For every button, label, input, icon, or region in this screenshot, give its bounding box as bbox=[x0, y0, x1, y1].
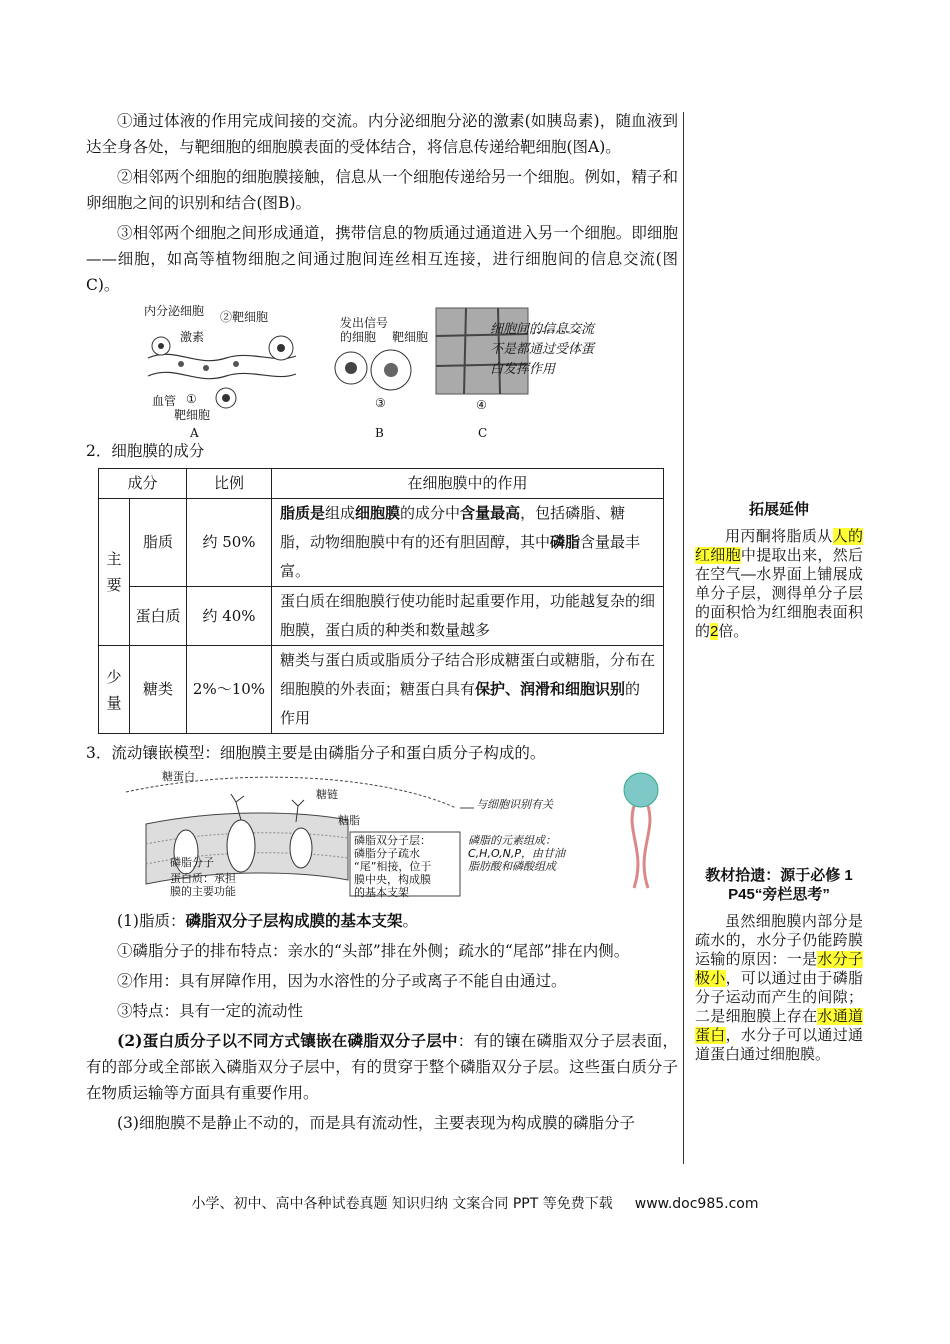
sidebar-box-textbook bbox=[695, 866, 863, 1064]
label-protein: 蛋白质：承担 bbox=[170, 872, 236, 885]
point-2: (2)蛋白质分子以不同方式镶嵌在磷脂双分子层中：有的镶在磷脂双分子层表面，有的部分或全部嵌入磷脂双分子层中，有的贯穿于整个磷脂双分子层。这些蛋白质分子在物质运输等方面具有重要作用。 bbox=[86, 1031, 678, 1102]
sidebar-box-extension bbox=[695, 500, 863, 641]
caption-a: A bbox=[190, 426, 199, 440]
label-b-target: 靶细胞 bbox=[392, 330, 429, 344]
component-name: 糖类 bbox=[130, 646, 187, 734]
fluid-mosaic-figure bbox=[86, 772, 678, 902]
point-1b: ②作用：具有屏障作用，因为水溶性的分子或离子不能自由通过。 bbox=[117, 972, 567, 990]
table-row bbox=[99, 587, 664, 646]
sidebar-text: 用丙酮将脂质从人的红细胞中提取出来，然后在空气—水界面上铺展成单分子层，测得单分子层的面积恰为红细胞表面积的2倍。 bbox=[695, 528, 863, 640]
point-3: (3)细胞膜不是静止不动的，而是具有流动性，主要表现为构成膜的磷脂分子 bbox=[117, 1114, 635, 1132]
component-role: 脂质是组成细胞膜的成分中含量最高，包括磷脂、糖脂，动物细胞膜中有的还有胆固醇，其中磷脂含量最丰富。 bbox=[272, 499, 664, 587]
label-signal: 发出信号 bbox=[340, 316, 389, 330]
label-glycoprotein: 糖蛋白 bbox=[162, 770, 195, 783]
page-footer bbox=[0, 1193, 950, 1213]
bilayer-box: 磷脂双分子层： 磷脂分子疏水 “尾”相接，位于 膜中央，构成膜 的基本支架 bbox=[354, 834, 432, 899]
sidebar-text: 虽然细胞膜内部分是疏水的，水分子仍能跨膜运输的原因：一是水分子极小，可以通过由于磷脂分子运动而产生的间隙；二是细胞膜上存在水通道蛋白，水分子可以通过通道蛋白通过细胞膜。 bbox=[695, 913, 863, 1063]
caption-b: B bbox=[375, 426, 384, 440]
sidebar-title: 拓展延伸 bbox=[748, 501, 809, 518]
sidebar-title: 教材拾遗：源于必修 1 P45“旁栏思考” bbox=[705, 867, 853, 903]
paragraph-3: ③相邻两个细胞之间形成通道，携带信息的物质通过通道进入另一个细胞。即细胞——细胞，如高等植物细胞之间通过胞间连丝相互连接，进行细胞间的信息交流(图C)。 bbox=[86, 224, 678, 294]
point-1: (1)脂质：磷脂双分子层构成膜的基本支架。 bbox=[117, 911, 418, 930]
component-role: 糖类与蛋白质或脂质分子结合形成糖蛋白或糖脂，分布在细胞膜的外表面；糖蛋白具有保护、润滑和细胞识别的作用 bbox=[272, 646, 664, 734]
table-header: 在细胞膜中的作用 bbox=[272, 469, 664, 499]
label-glycolipid: 糖脂 bbox=[338, 814, 360, 827]
label-target-cell-2: ②靶细胞 bbox=[220, 310, 269, 324]
heading-fluid-mosaic: 3．流动镶嵌模型：细胞膜主要是由磷脂分子和蛋白质分子构成的。 bbox=[86, 744, 546, 762]
paragraph-2: ②相邻两个细胞的细胞膜接触，信息从一个细胞传递给另一个细胞。例如，精子和卵细胞之间的识别和结合(图B)。 bbox=[86, 168, 678, 212]
label-signal-cell: 的细胞 bbox=[340, 330, 377, 344]
label-protein-role: 膜的主要功能 bbox=[170, 885, 236, 898]
label-hormone: 激素 bbox=[180, 330, 205, 344]
component-ratio: 约 40% bbox=[187, 587, 272, 646]
component-ratio: 2%～10% bbox=[187, 646, 272, 734]
group-minor: 少量 bbox=[99, 646, 130, 734]
caption-c: C bbox=[478, 426, 488, 440]
cell-communication-figure bbox=[86, 304, 678, 440]
label-phospholipid: 磷脂分子 bbox=[170, 856, 214, 869]
table-row bbox=[99, 499, 664, 587]
label-sugar-chain: 糖链 bbox=[316, 788, 338, 801]
component-name: 蛋白质 bbox=[130, 587, 187, 646]
point-1c: ③特点：具有一定的流动性 bbox=[117, 1002, 304, 1020]
point-1a: ①磷脂分子的排布特点：亲水的“头部”排在外侧；疏水的“尾部”排在内侧。 bbox=[117, 942, 630, 960]
footer-text: 小学、初中、高中各种试卷真题 知识归纳 文案合同 PPT 等免费下载 bbox=[191, 1196, 613, 1212]
component-name: 脂质 bbox=[130, 499, 187, 587]
footer-link[interactable]: www.doc985.com bbox=[634, 1196, 759, 1212]
label-circle-3: ③ bbox=[375, 396, 386, 410]
label-vessel: 血管 bbox=[152, 394, 177, 408]
handwritten-note-1: 细胞间的信息交流 不是都通过受体蛋 白发挥作用 bbox=[490, 322, 595, 377]
main-content bbox=[86, 108, 678, 1140]
table-header: 比例 bbox=[187, 469, 272, 499]
column-divider bbox=[683, 112, 684, 1164]
label-circle-1: ① bbox=[186, 392, 197, 406]
label-target-cell: 靶细胞 bbox=[174, 408, 211, 422]
composition-table bbox=[98, 468, 664, 734]
heading-membrane-composition: 2．细胞膜的成分 bbox=[86, 442, 205, 460]
component-role: 蛋白质在细胞膜行使功能时起重要作用，功能越复杂的细胞膜，蛋白质的种类和数量越多 bbox=[272, 587, 664, 646]
label-endocrine-cell: 内分泌细胞 bbox=[144, 304, 205, 318]
label-circle-4: ④ bbox=[476, 398, 487, 412]
table-header-row bbox=[99, 469, 664, 499]
paragraph-1: ①通过体液的作用完成间接的交流。内分泌细胞分泌的激素(如胰岛素)，随血液到达全身各处，与靶细胞的细胞膜表面的受体结合，将信息传递给靶细胞(图A)。 bbox=[86, 112, 678, 156]
component-ratio: 约 50% bbox=[187, 499, 272, 587]
table-row bbox=[99, 646, 664, 734]
table-header: 成分 bbox=[99, 469, 187, 499]
handwritten-note-3: 磷脂的元素组成： C,H,O,N,P，由甘油 脂肪酸和磷酸组成 bbox=[468, 834, 566, 873]
handwritten-note-2: 与细胞识别有关 bbox=[476, 798, 553, 811]
group-main: 主要 bbox=[99, 499, 130, 646]
